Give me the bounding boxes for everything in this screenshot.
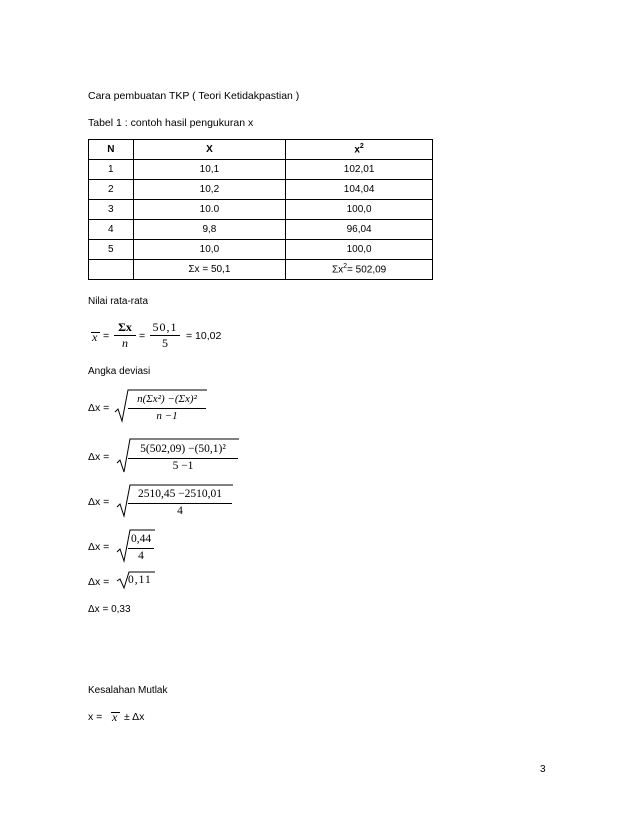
f4-denominator: 4 bbox=[138, 550, 144, 562]
table-row bbox=[89, 180, 433, 200]
header-x-squared: $x^2$ bbox=[286, 140, 433, 160]
table-caption: Tabel 1 : contoh hasil pengukuran x bbox=[88, 117, 254, 129]
cell-n: 1 bbox=[89, 160, 134, 180]
cell-x2: 100,0 bbox=[286, 240, 433, 260]
f1-numerator: n(Σx²) −(Σx)² bbox=[137, 393, 197, 405]
cell-x: 9,8 bbox=[133, 220, 286, 240]
cell-n: 2 bbox=[89, 180, 134, 200]
deviation-lhs-3: Δx = bbox=[88, 496, 110, 508]
f1-denominator: n −1 bbox=[156, 410, 178, 422]
cell-x: 10,2 bbox=[133, 180, 286, 200]
absolute-error-xbar: x bbox=[112, 710, 118, 724]
f3-numerator: 2510,45 −2510,01 bbox=[137, 488, 223, 500]
mean-den1: n bbox=[122, 336, 128, 350]
fraction-line bbox=[128, 458, 238, 459]
cell-n: 3 bbox=[89, 200, 134, 220]
mean-num2: 50,1 bbox=[152, 320, 178, 334]
f3-denominator: 4 bbox=[177, 505, 183, 517]
xbar-overbar bbox=[111, 712, 120, 713]
f4-numerator: 0,44 bbox=[130, 533, 152, 545]
page-number: 3 bbox=[540, 764, 546, 775]
table-row bbox=[89, 220, 433, 240]
cell-x2: 96,04 bbox=[286, 220, 433, 240]
table-row bbox=[89, 200, 433, 220]
f2-denominator: 5 −1 bbox=[172, 460, 194, 472]
deviation-lhs-4: Δx = bbox=[88, 541, 110, 553]
header-n: N bbox=[89, 140, 134, 160]
mean-fraction-line-1 bbox=[114, 335, 136, 336]
absolute-error-label: Kesalahan Mutlak bbox=[88, 685, 168, 696]
fraction-line bbox=[128, 503, 232, 504]
cell-n: 5 bbox=[89, 240, 134, 260]
table-sum-row bbox=[89, 260, 433, 280]
mean-fraction-line-2 bbox=[150, 335, 180, 336]
mean-eq2: = bbox=[139, 330, 146, 342]
fraction-line bbox=[128, 548, 154, 549]
mean-num1: Σx bbox=[118, 320, 132, 334]
fraction-line bbox=[128, 408, 206, 409]
cell-x2: 100,0 bbox=[286, 200, 433, 220]
measurement-table bbox=[88, 139, 433, 280]
cell-x2: 104,04 bbox=[286, 180, 433, 200]
absolute-error-lhs: x = bbox=[88, 711, 103, 723]
sum-x: Σx = 50,1 bbox=[133, 260, 286, 280]
cell-x2: 102,01 bbox=[286, 160, 433, 180]
deviation-result: Δx = 0,33 bbox=[88, 604, 131, 615]
mean-label: Nilai rata-rata bbox=[88, 296, 149, 307]
deviation-label: Angka deviasi bbox=[88, 366, 151, 377]
deviation-lhs-1: Δx = bbox=[88, 402, 110, 414]
header-x: X bbox=[133, 140, 286, 160]
absolute-error-rhs: ± Δx bbox=[124, 711, 145, 723]
deviation-lhs-2: Δx = bbox=[88, 451, 110, 463]
table-row bbox=[89, 240, 433, 260]
cell-x: 10,1 bbox=[133, 160, 286, 180]
deviation-lhs-5: Δx = bbox=[88, 576, 110, 588]
cell-x: 10,0 bbox=[133, 240, 286, 260]
table-header-row bbox=[89, 140, 433, 160]
mean-eq1: = bbox=[103, 330, 110, 342]
cell-x: 10.0 bbox=[133, 200, 286, 220]
mean-den2: 5 bbox=[162, 336, 168, 350]
mean-overbar bbox=[91, 332, 100, 333]
cell-n: 4 bbox=[89, 220, 134, 240]
table-row bbox=[89, 160, 433, 180]
document-heading: Cara pembuatan TKP ( Teori Ketidakpastian ) bbox=[88, 90, 300, 102]
cell-empty bbox=[89, 260, 134, 280]
sum-x-squared: $\Sigma x^2= 502,09$ bbox=[286, 260, 433, 280]
f2-numerator: 5(502,09) −(50,1)² bbox=[140, 443, 226, 455]
mean-result: = 10,02 bbox=[186, 330, 222, 342]
f5-value: 0,11 bbox=[128, 574, 152, 586]
mean-lhs: x bbox=[92, 330, 98, 344]
